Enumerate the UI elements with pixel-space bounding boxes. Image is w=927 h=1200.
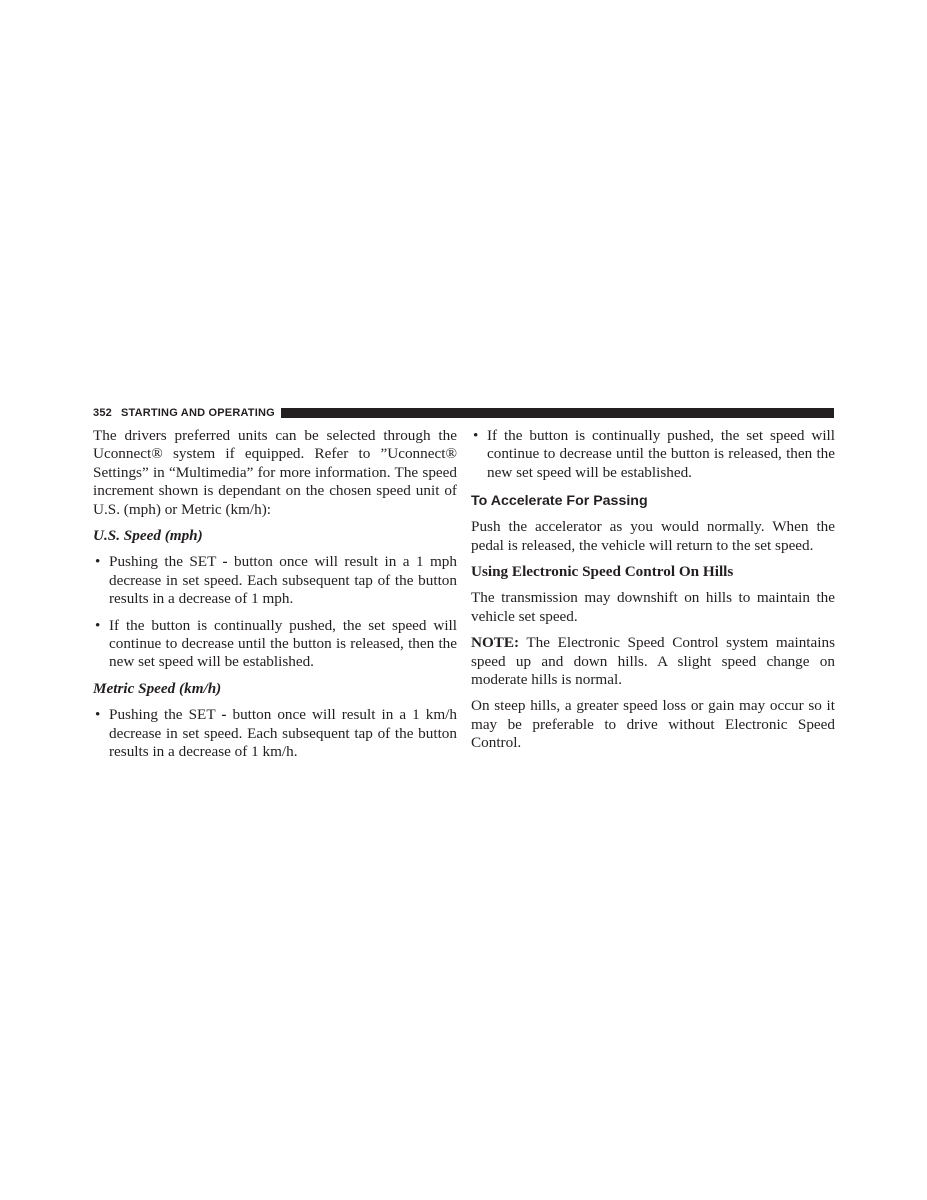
bullet-text: If the button is continually pushed, the set speed will continue to decrease until the button is released, then the new set speed will be established. [487,427,835,481]
note-paragraph [471,634,835,689]
left-column [93,427,457,770]
metric-speed-heading: Metric Speed (km/h) [93,679,222,697]
us-speed-heading: U.S. Speed (mph) [93,527,203,545]
list-item [93,706,457,761]
bullet-bold: - [222,553,228,571]
right-column [471,427,835,761]
note-label: NOTE: [471,634,520,652]
section-title: STARTING AND OPERATING [120,407,275,419]
bullet-text-cont: button once will result in a 1 km/h decrease in set speed. Each subsequent tap of the button results in a decrease of 1 km/h. [109,706,457,761]
bullet-bold: - [221,706,227,724]
passing-paragraph: Push the accelerator as you would normally. When the pedal is released, the vehicle will return to the set speed. [471,518,835,554]
bullet-text-cont: button once will result in a 1 mph decrease in set speed. Each subsequent tap of the button results in a decrease of 1 mph. [109,553,457,608]
page-number: 352 [93,407,112,419]
bullet-icon: • [95,553,101,571]
hills-paragraph: The transmission may downshift on hills to maintain the vehicle set speed. [471,589,835,625]
bullet-text: Pushing the SET [109,553,223,571]
header-rule [281,408,834,418]
list-item [93,617,457,672]
bullet-text: If the button is continually pushed, the set speed will continue to decrease until the button is released, then the new set speed will be established. [109,616,457,671]
list-item [93,553,457,608]
page-header [93,406,834,420]
bullet-icon: • [473,427,479,444]
bullet-icon: • [95,706,101,724]
note-text: The Electronic Speed Control system maintains speed up and down hills. A slight speed change on moderate hills is normal. [471,634,835,689]
hills-heading: Using Electronic Speed Control On Hills [471,563,734,581]
intro-paragraph: The drivers preferred units can be selected through the Uconnect® system if equipped. Refer to ”Uconnect® Settings” in “Multimedia” for more information. The speed increment shown is dependant on the chosen speed unit of U.S. (mph) or Metric (km/h): [93,427,457,518]
passing-heading: To Accelerate For Passing [471,493,648,510]
bullet-text: Pushing the SET [109,706,222,724]
list-item [471,427,835,482]
bullet-icon: • [95,616,101,634]
steep-hills-paragraph: On steep hills, a greater speed loss or gain may occur so it may be preferable to drive without Electronic Speed Control. [471,697,835,752]
